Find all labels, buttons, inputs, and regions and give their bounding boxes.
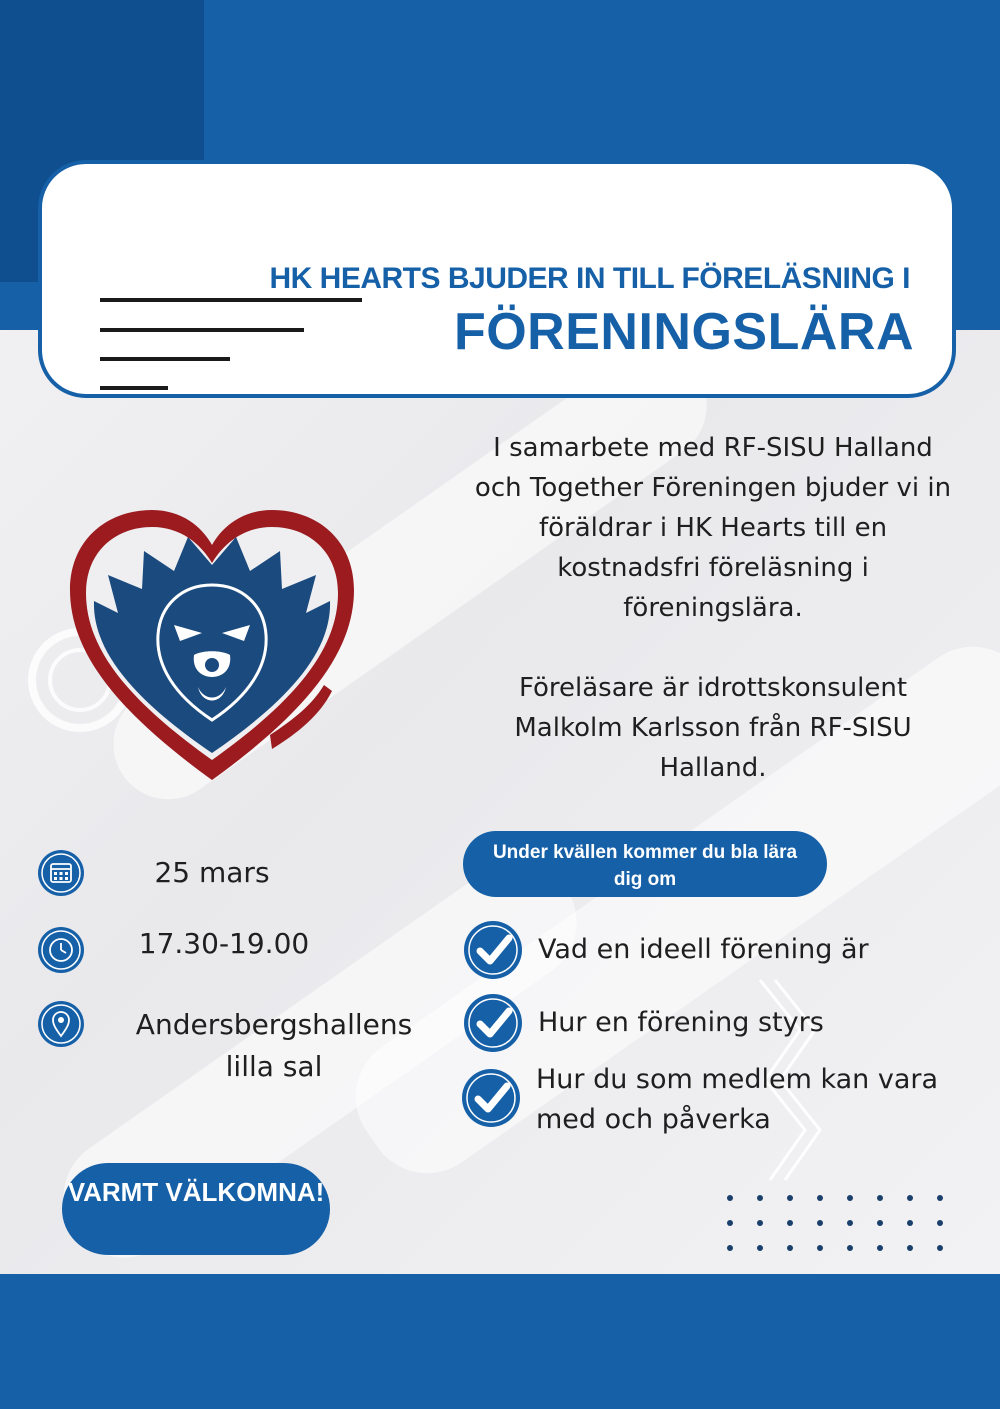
title-line-1: HK HEARTS BJUDER IN TILL FÖRELÄSNING I — [269, 262, 910, 295]
bottom-band — [0, 1274, 1000, 1409]
clock-icon — [37, 926, 85, 974]
checkmark-icon — [461, 1068, 521, 1128]
topics-heading: Under kvällen kommer du bla lära dig om — [463, 831, 827, 897]
calendar-icon — [37, 849, 85, 897]
dots-decoration — [722, 1190, 952, 1256]
decor-line — [100, 298, 362, 302]
topic-item: Hur en förening styrs — [538, 1007, 824, 1038]
event-time: 17.30-19.00 — [138, 927, 310, 960]
decor-line — [100, 386, 168, 390]
event-date: 25 mars — [154, 856, 270, 889]
location-pin-icon — [37, 1000, 85, 1048]
checkmark-icon — [463, 993, 523, 1053]
topic-item: Vad en ideell förening är — [538, 934, 869, 965]
title-card — [38, 160, 956, 398]
welcome-badge: VARMT VÄLKOMNA! — [62, 1163, 330, 1255]
event-location: Andersbergshallens lilla sal — [135, 1008, 413, 1083]
decor-line — [100, 328, 304, 332]
decor-line — [100, 357, 230, 361]
lion-heart-logo — [62, 505, 362, 790]
checkmark-icon — [463, 920, 523, 980]
intro-text — [472, 428, 954, 788]
page-title: FÖRENINGSLÄRA — [453, 303, 914, 361]
intro-paragraph-2: Föreläsare är idrottskonsulent Malkolm Karlsson från RF-SISU Halland. — [514, 673, 912, 783]
intro-paragraph-1: I samarbete med RF-SISU Halland och Together Föreningen bjuder vi in föräldrar i HK Hearts till en kostnadsfri föreläsning i föreningslära. — [474, 433, 952, 623]
topic-item: Hur du som medlem kan vara med och påverka — [536, 1064, 939, 1135]
